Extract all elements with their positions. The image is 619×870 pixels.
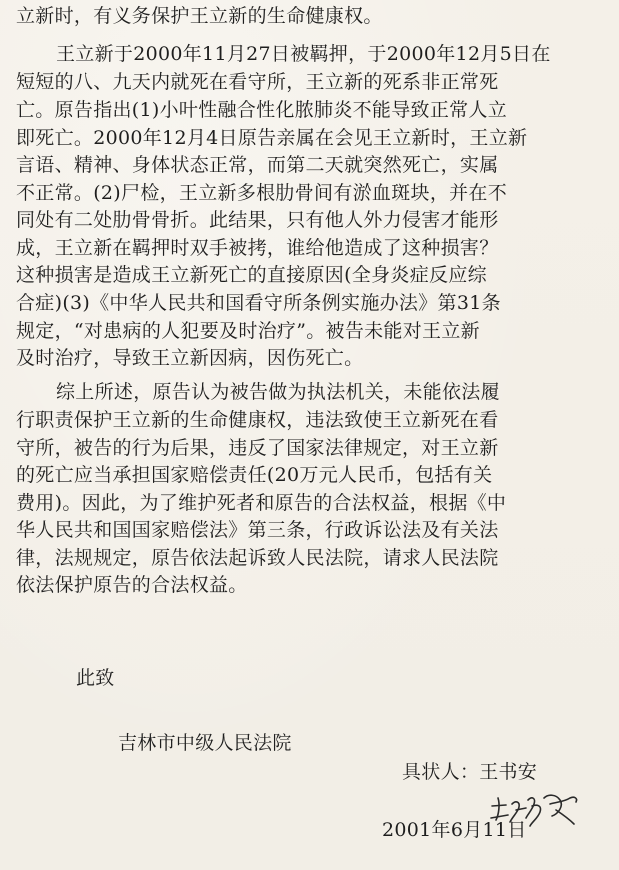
body-line-14: 综上所述，原告认为被告做为执法机关，未能依法履 <box>56 381 500 403</box>
body-line-4: 亡。原告指出(1)小叶性融合性化脓肺炎不能导致正常人立 <box>16 99 508 121</box>
signer-line: 具状人：王书安 <box>402 761 538 783</box>
closing-salutation: 此致 <box>76 667 115 689</box>
body-line-17: 的死亡应当承担国家赔偿责任(20万元人民币，包括有关 <box>16 464 493 486</box>
body-line-3: 短短的八、九天内就死在看守所，王立新的死系非正常死 <box>16 71 499 93</box>
body-line-9: 成，王立新在羁押时双手被拷，谁给他造成了这种损害？ <box>16 237 499 259</box>
body-line-19: 华人民共和国国家赔偿法》第三条，行政诉讼法及有关法 <box>16 519 499 541</box>
body-line-15: 行职责保护王立新的生命健康权，违法致使王立新死在看 <box>16 409 499 431</box>
body-line-18: 费用)。因此，为了维护死者和原告的合法权益，根据《中 <box>16 492 507 514</box>
body-line-11: 合症)(3)《中华人民共和国看守所条例实施办法》第31条 <box>16 292 501 314</box>
body-line-6: 言语、精神、身体状态正常，而第二天就突然死亡，实属 <box>16 154 499 176</box>
body-line-13: 及时治疗，导致王立新因病，因伤死亡。 <box>16 347 364 369</box>
body-line-16: 守所，被告的行为后果，违反了国家法律规定，对王立新 <box>16 437 499 459</box>
body-line-12: 规定，“对患病的人犯要及时治疗”。被告未能对王立新 <box>16 320 480 342</box>
body-line-2: 王立新于2000年11月27日被羁押，于2000年12月5日在 <box>56 43 551 65</box>
body-line-8: 同处有二处肋骨骨折。此结果，只有他人外力侵害才能形 <box>16 209 499 231</box>
body-line-7: 不正常。(2)尸检，王立新多根肋骨间有淤血斑块，并在不 <box>16 182 508 204</box>
body-line-10: 这种损害是造成王立新死亡的直接原因(全身炎症反应综 <box>16 264 487 286</box>
body-line-20: 律，法规规定，原告依法起诉致人民法院，请求人民法院 <box>16 547 499 569</box>
body-line-1: 立新时，有义务保护王立新的生命健康权。 <box>16 5 383 27</box>
body-line-21: 依法保护原告的合法权益。 <box>16 574 248 596</box>
filing-date: 2001年6月11日 <box>382 819 527 841</box>
court-name: 吉林市中级人民法院 <box>118 732 292 754</box>
body-line-5: 即死亡。2000年12月4日原告亲属在会见王立新时，王立新 <box>16 127 528 149</box>
